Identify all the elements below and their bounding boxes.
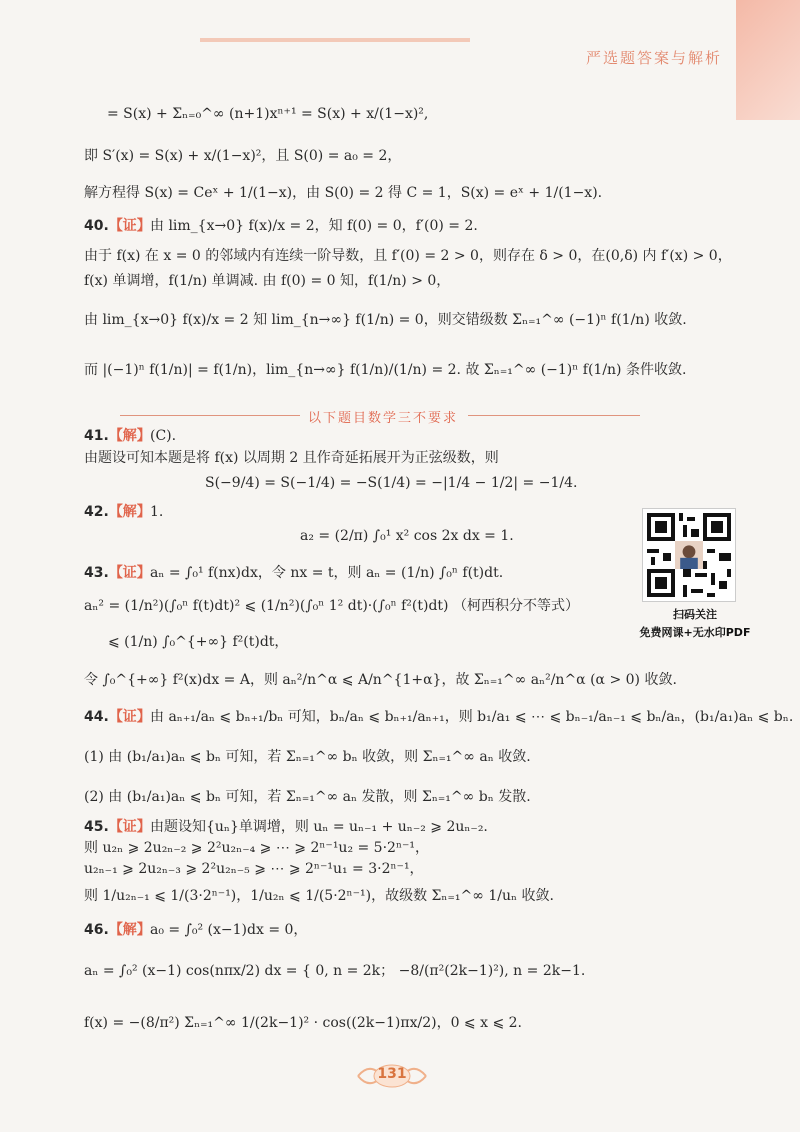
header-stripe bbox=[200, 38, 470, 42]
text-line: 即 S′(x) = S(x) + x/(1−x)²，且 S(0) = a₀ = 2， bbox=[84, 148, 402, 164]
qr-caption-follow: 扫码关注 bbox=[673, 608, 717, 621]
problem-number: 40. bbox=[84, 218, 109, 234]
qr-code-pattern bbox=[643, 509, 735, 601]
qr-caption-offer: 免费网课+无水印PDF bbox=[639, 626, 751, 639]
problem-tag bbox=[84, 709, 151, 727]
problem-type-label: 【证】 bbox=[108, 709, 151, 725]
problem-type-label: 【证】 bbox=[108, 565, 151, 581]
header-corner-tab bbox=[736, 0, 800, 120]
problem-number: 41. bbox=[84, 428, 109, 444]
text-line: f(x) 单调增，f(1/n) 单调减. 由 f(0) = 0 知，f(1/n) > 0， bbox=[84, 273, 451, 289]
problem-number: 46. bbox=[84, 922, 109, 938]
problem-type-label: 【证】 bbox=[108, 218, 151, 234]
problem-tag bbox=[84, 922, 151, 940]
text-line: 则 u₂ₙ ⩾ 2u₂ₙ₋₂ ⩾ 2²u₂ₙ₋₄ ⩾ ⋯ ⩾ 2ⁿ⁻¹u₂ = 5·2ⁿ⁻¹， bbox=[84, 840, 430, 856]
text-line: 令 ∫₀^{+∞} f²(x)dx = A，则 aₙ²/n^α ⩽ A/n^{1+α}，故 Σₙ₌₁^∞ aₙ²/n^α (α > 0) 收敛. bbox=[84, 672, 677, 688]
problem-tag bbox=[84, 504, 151, 522]
text-line: 1. bbox=[150, 504, 164, 520]
problem-tag bbox=[84, 565, 151, 583]
text-line: 由 lim_{x→0} f(x)/x = 2，知 f(0) = 0，f′(0) = 2. bbox=[150, 218, 478, 234]
text-line: 则 1/u₂ₙ₋₁ ⩽ 1/(3·2ⁿ⁻¹)，1/u₂ₙ ⩽ 1/(5·2ⁿ⁻¹)，故级数 Σₙ₌₁^∞ 1/uₙ 收敛. bbox=[84, 888, 554, 904]
text-line: (C). bbox=[150, 428, 177, 444]
text-line: 解方程得 S(x) = Ceˣ + 1/(1−x)，由 S(0) = 2 得 C = 1，S(x) = eˣ + 1/(1−x). bbox=[84, 185, 603, 201]
text-line: a₂ = (2/π) ∫₀¹ x² cos 2x dx = 1. bbox=[300, 528, 514, 544]
text-line: ⩽ (1/n) ∫₀^{+∞} f²(t)dt， bbox=[108, 634, 289, 650]
text-line: u₂ₙ₋₁ ⩾ 2u₂ₙ₋₃ ⩾ 2²u₂ₙ₋₅ ⩾ ⋯ ⩾ 2ⁿ⁻¹u₁ = 3·2ⁿ⁻¹， bbox=[84, 861, 424, 877]
text-line: (2) 由 (b₁/a₁)aₙ ⩽ bₙ 可知，若 Σₙ₌₁^∞ aₙ 发散，则 Σₙ₌₁^∞ bₙ 发散. bbox=[84, 789, 531, 805]
text-line: 由 lim_{x→0} f(x)/x = 2 知 lim_{n→∞} f(1/n) = 0，则交错级数 Σₙ₌₁^∞ (−1)ⁿ f(1/n) 收敛. bbox=[84, 312, 687, 328]
problem-type-label: 【解】 bbox=[108, 504, 151, 520]
text-line: aₙ = ∫₀² (x−1) cos(nπx/2) dx = { 0, n = 2k； −8/(π²(2k−1)²), n = 2k−1. bbox=[84, 963, 586, 979]
separator-label: 以下题目数学三不要求 bbox=[308, 411, 459, 426]
problem-number: 42. bbox=[84, 504, 109, 520]
text-line: (1) 由 (b₁/a₁)aₙ ⩽ bₙ 可知，若 Σₙ₌₁^∞ bₙ 收敛，则 Σₙ₌₁^∞ aₙ 收敛. bbox=[84, 749, 531, 765]
problem-type-label: 【解】 bbox=[108, 428, 151, 444]
text-line: aₙ² = (1/n²)(∫₀ⁿ f(t)dt)² ⩽ (1/n²)(∫₀ⁿ 1² dt)·(∫₀ⁿ f²(t)dt) （柯西积分不等式） bbox=[84, 598, 579, 614]
problem-tag bbox=[84, 218, 151, 236]
text-line: 由于 f(x) 在 x = 0 的邻域内有连续一阶导数，且 f′(0) = 2 > 0，则存在 δ > 0，在(0,δ) 内 f′(x) > 0， bbox=[84, 248, 732, 264]
problem-type-label: 【证】 bbox=[108, 819, 151, 835]
text-line: f(x) = −(8/π²) Σₙ₌₁^∞ 1/(2k−1)² · cos((2k−1)πx/2)，0 ⩽ x ⩽ 2. bbox=[84, 1015, 522, 1031]
page-number: 131 bbox=[377, 1066, 407, 1082]
text-line: 由题设可知本题是将 f(x) 以周期 2 且作奇延拓展开为正弦级数，则 bbox=[84, 450, 499, 466]
problem-type-label: 【解】 bbox=[108, 922, 151, 938]
qr-code bbox=[642, 508, 736, 602]
text-line: a₀ = ∫₀² (x−1)dx = 0， bbox=[150, 922, 308, 938]
header-title: 严选题答案与解析 bbox=[586, 49, 723, 67]
problem-number: 44. bbox=[84, 709, 109, 725]
text-line: 由题设知{uₙ}单调增，则 uₙ = uₙ₋₁ + uₙ₋₂ ⩾ 2uₙ₋₂. bbox=[150, 819, 488, 835]
problem-tag bbox=[84, 428, 151, 446]
page-number-badge bbox=[354, 1062, 430, 1090]
section-separator bbox=[120, 409, 640, 426]
text-line: = S(x) + Σₙ₌₀^∞ (n+1)xⁿ⁺¹ = S(x) + x/(1−x)², bbox=[107, 106, 429, 122]
problem-number: 43. bbox=[84, 565, 109, 581]
text-line: 而 |(−1)ⁿ f(1/n)| = f(1/n)，lim_{n→∞} f(1/n)/(1/n) = 2. 故 Σₙ₌₁^∞ (−1)ⁿ f(1/n) 条件收敛. bbox=[84, 362, 687, 378]
text-line: 由 aₙ₊₁/aₙ ⩽ bₙ₊₁/bₙ 可知，bₙ/aₙ ⩽ bₙ₊₁/aₙ₊₁，则 b₁/a₁ ⩽ ⋯ ⩽ bₙ₋₁/aₙ₋₁ ⩽ bₙ/aₙ，(b₁/a₁)aₙ ⩽ bₙ. bbox=[150, 709, 794, 725]
problem-number: 45. bbox=[84, 819, 109, 835]
text-line: aₙ = ∫₀¹ f(nx)dx，令 nx = t，则 aₙ = (1/n) ∫₀ⁿ f(t)dt. bbox=[150, 565, 504, 581]
text-line: S(−9/4) = S(−1/4) = −S(1/4) = −|1/4 − 1/2| = −1/4. bbox=[205, 475, 578, 491]
problem-tag bbox=[84, 819, 151, 837]
